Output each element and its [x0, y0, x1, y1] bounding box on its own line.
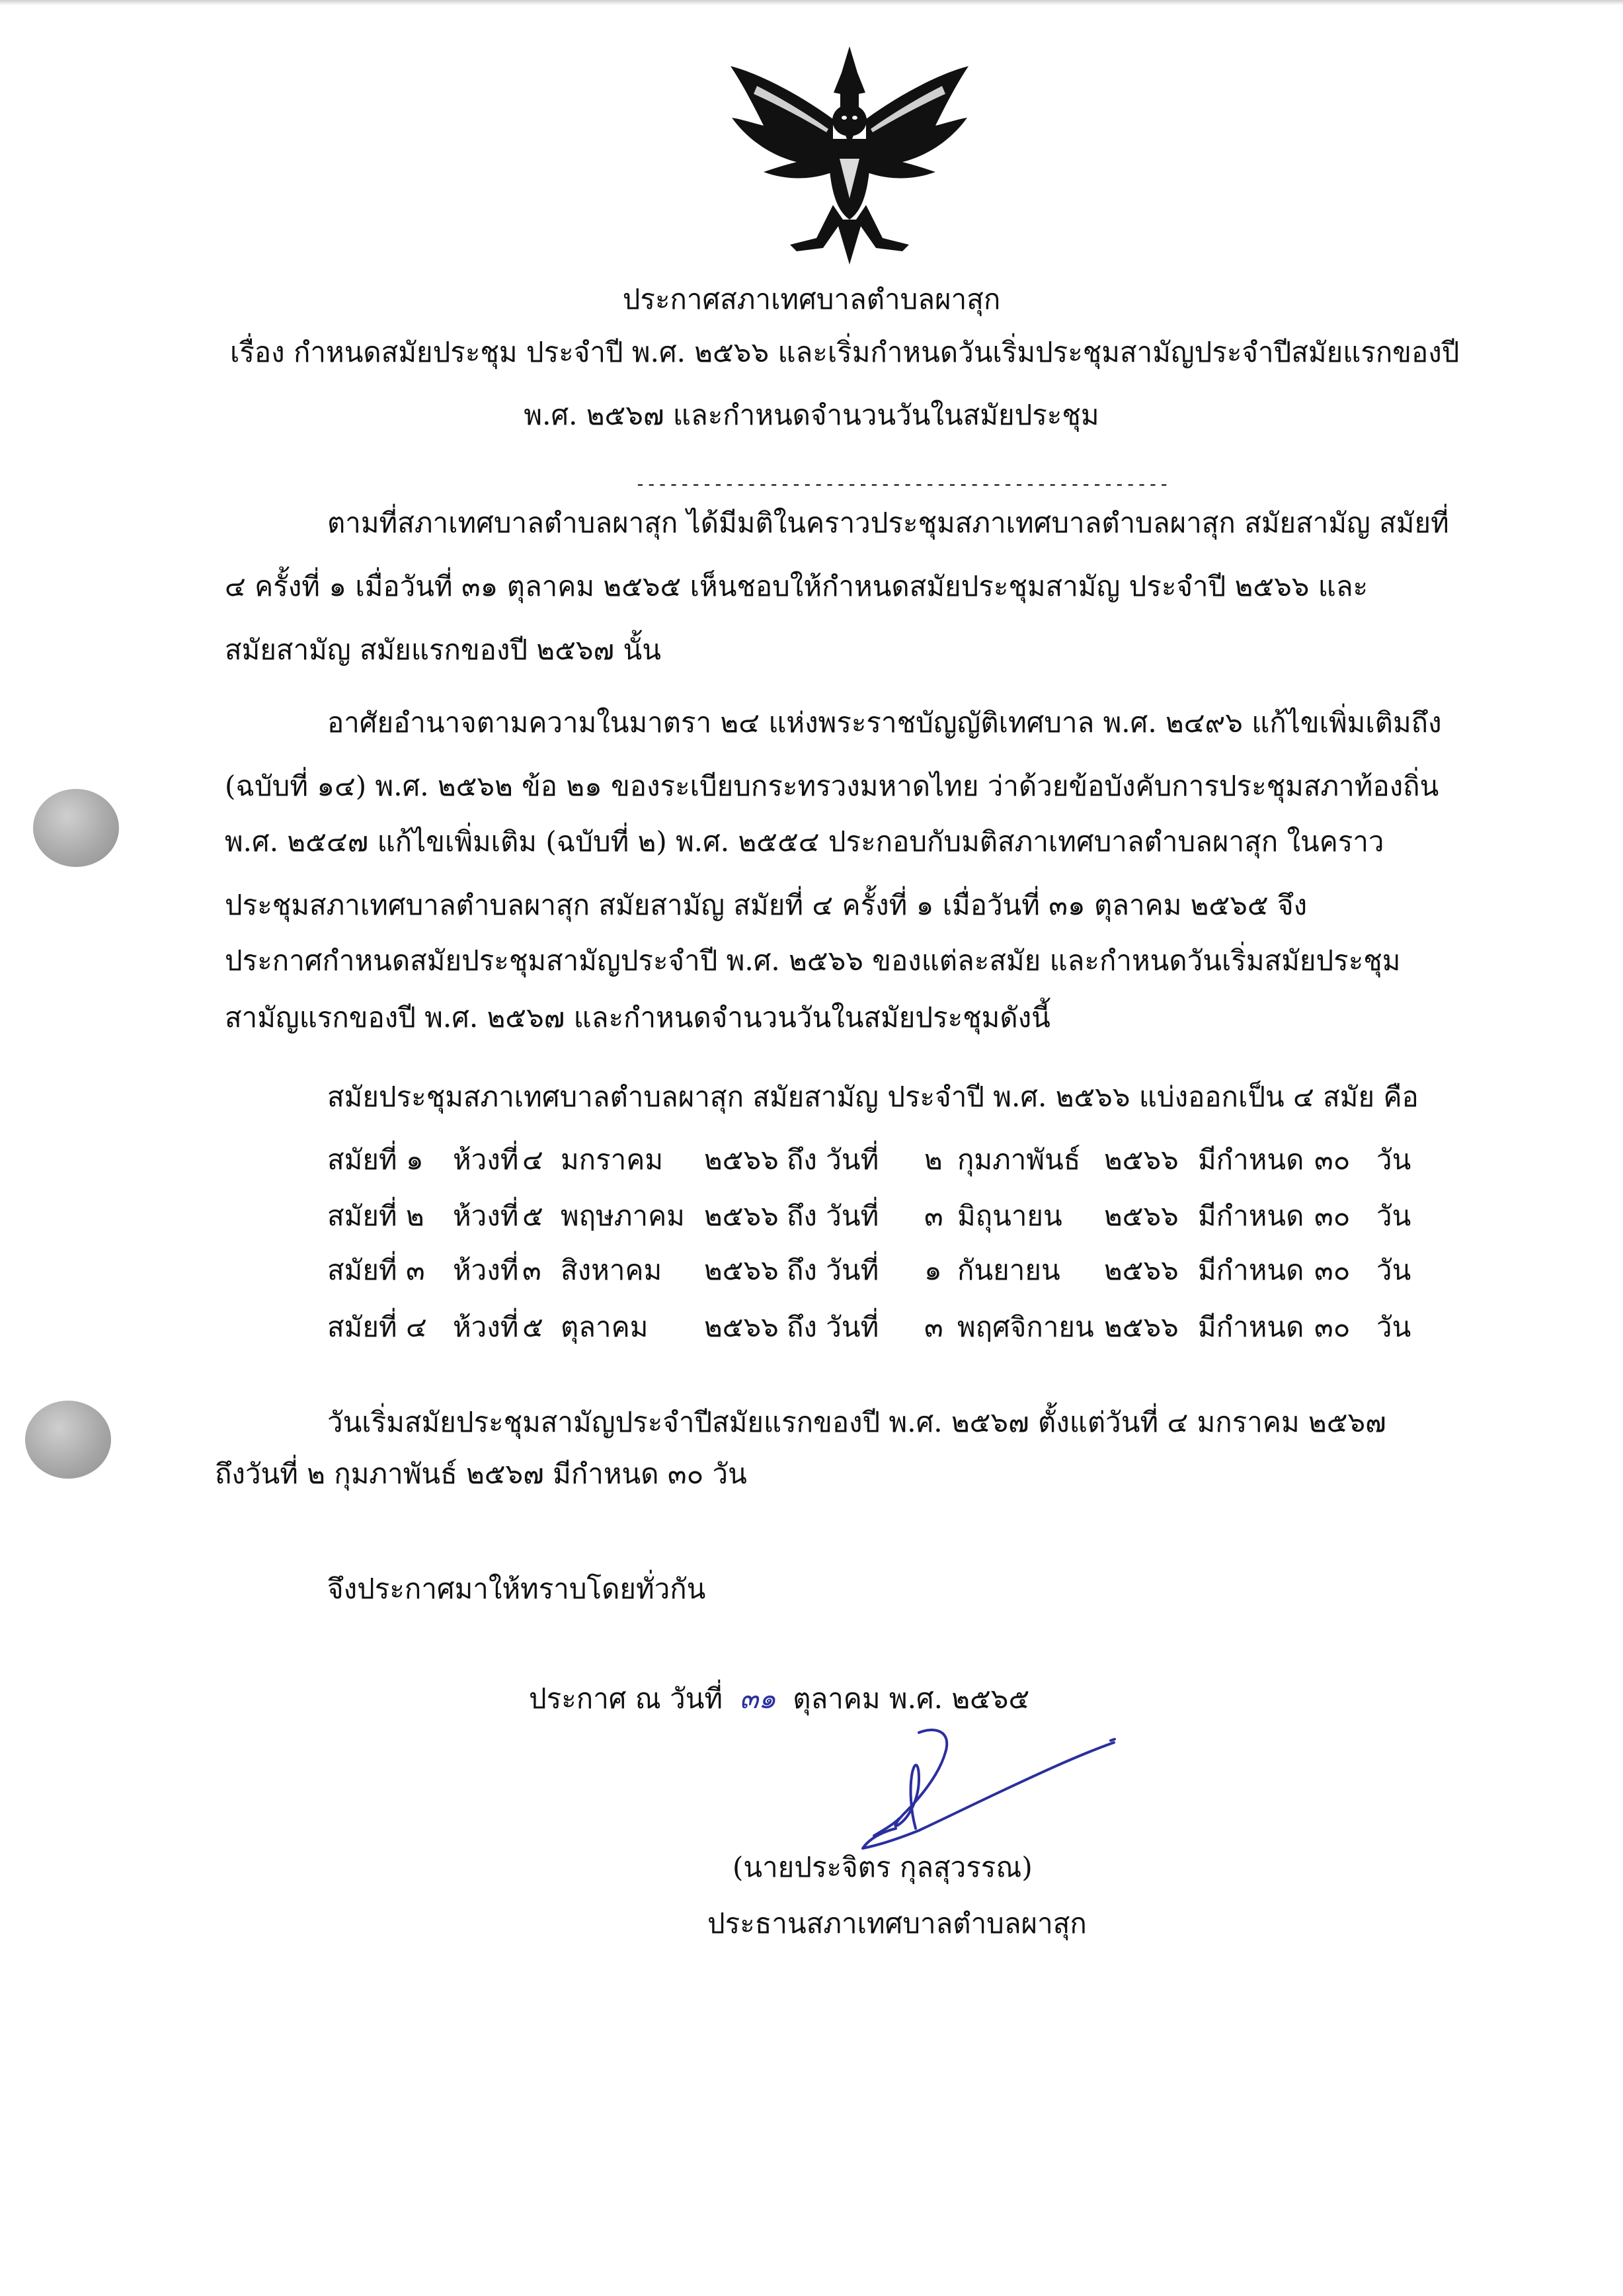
garuda-emblem-icon [717, 46, 982, 265]
from-day: ๓ [522, 1254, 541, 1286]
from-month: พฤษภาคม [561, 1200, 685, 1232]
to-label: ถึง วันที่ [787, 1143, 879, 1176]
from-year: ๒๕๖๖ [704, 1143, 779, 1176]
to-label: ถึง วันที่ [787, 1311, 879, 1343]
to-label: ถึง วันที่ [787, 1200, 879, 1232]
session-row [0, 1256, 1623, 1290]
from-label: ห้วงที่ [453, 1200, 519, 1232]
to-day: ๓ [924, 1200, 943, 1232]
from-day: ๕ [522, 1200, 543, 1232]
to-year: ๒๕๖๖ [1104, 1311, 1179, 1343]
paragraph-line: ประกาศกำหนดสมัยประชุมสามัญประจำปี พ.ศ. ๒๕๖๖ ของแต่ละสมัย และกำหนดวันเริ่มสมัยประชุม [225, 944, 1401, 977]
separator-line: ------------------------------------------------ [635, 473, 1170, 495]
punch-hole [33, 789, 119, 867]
dateline [529, 1682, 1030, 1715]
from-month: มกราคม [561, 1143, 664, 1176]
paragraph-line: สมัยสามัญ สมัยแรกของปี ๒๕๖๗ นั้น [225, 634, 661, 666]
days-count: ๓๐ [1314, 1200, 1351, 1232]
paragraph-line: สามัญแรกของปี พ.ศ. ๒๕๖๗ และกำหนดจำนวนวันในสมัยประชุมดังนี้ [225, 1001, 1050, 1034]
paragraph-line: ๔ ครั้งที่ ๑ เมื่อวันที่ ๓๑ ตุลาคม ๒๕๖๕ เห็นชอบให้กำหนดสมัยประชุมสามัญ ประจำปี ๒๕๖๖ และ [225, 570, 1368, 602]
announcer-title: ประกาศสภาเทศบาลตำบลผาสุก [622, 283, 1001, 315]
signer-name: (นายประจิตร กุลสุวรรณ) [732, 1851, 1033, 1883]
to-month: กุมภาพันธ์ [957, 1143, 1081, 1176]
dateline-suffix: ตุลาคม พ.ศ. ๒๕๖๕ [793, 1682, 1030, 1715]
days-unit: วัน [1376, 1200, 1411, 1232]
signature-icon [820, 1713, 1124, 1871]
paragraph-line: (ฉบับที่ ๑๔) พ.ศ. ๒๕๖๒ ข้อ ๒๑ ของระเบียบกระทรวงมหาดไทย ว่าด้วยข้อบังคับการประชุมสภาท้องถิ่น [225, 770, 1439, 802]
to-label: ถึง วันที่ [787, 1254, 879, 1286]
from-label: ห้วงที่ [453, 1254, 519, 1286]
days-unit: วัน [1376, 1254, 1411, 1286]
from-year: ๒๕๖๖ [704, 1200, 779, 1232]
from-year: ๒๕๖๖ [704, 1254, 779, 1286]
paragraph-line: ประชุมสภาเทศบาลตำบลผาสุก สมัยสามัญ สมัยที่ ๔ ครั้งที่ ๑ เมื่อวันที่ ๓๑ ตุลาคม ๒๕๖๕ จึง [225, 889, 1308, 921]
from-month: สิงหาคม [561, 1254, 662, 1286]
from-day: ๕ [522, 1311, 543, 1343]
punch-hole [25, 1401, 111, 1479]
to-day: ๓ [924, 1311, 943, 1343]
signer-position: ประธานสภาเทศบาลตำบลผาสุก [707, 1907, 1087, 1940]
to-day: ๑ [924, 1254, 942, 1286]
days-count: ๓๐ [1314, 1254, 1351, 1286]
days-unit: วัน [1376, 1143, 1411, 1176]
session-name: สมัยที่ ๓ [327, 1254, 425, 1286]
paragraph-line: วันเริ่มสมัยประชุมสามัญประจำปีสมัยแรกของปี พ.ศ. ๒๕๖๗ ตั้งแต่วันที่ ๔ มกราคม ๒๕๖๗ [327, 1406, 1386, 1438]
to-month: พฤศจิกายน [957, 1311, 1094, 1343]
to-month: กันยายน [957, 1254, 1060, 1286]
period-label: มีกำหนด [1198, 1254, 1304, 1286]
session-name: สมัยที่ ๑ [327, 1143, 424, 1176]
scan-top-edge [0, 0, 1623, 5]
paragraph-line: ถึงวันที่ ๒ กุมภาพันธ์ ๒๕๖๗ มีกำหนด ๓๐ วัน [215, 1457, 747, 1490]
to-day: ๒ [924, 1143, 943, 1176]
session-row [0, 1313, 1623, 1346]
sessions-intro: สมัยประชุมสภาเทศบาลตำบลผาสุก สมัยสามัญ ประจำปี พ.ศ. ๒๕๖๖ แบ่งออกเป็น ๔ สมัย คือ [327, 1081, 1419, 1113]
period-label: มีกำหนด [1198, 1311, 1304, 1343]
days-unit: วัน [1376, 1311, 1411, 1343]
session-name: สมัยที่ ๔ [327, 1311, 427, 1343]
dateline-prefix: ประกาศ ณ วันที่ [529, 1682, 723, 1715]
to-year: ๒๕๖๖ [1104, 1200, 1179, 1232]
period-label: มีกำหนด [1198, 1200, 1304, 1232]
to-month: มิถุนายน [957, 1200, 1062, 1232]
days-count: ๓๐ [1314, 1311, 1351, 1343]
from-label: ห้วงที่ [453, 1143, 519, 1176]
from-month: ตุลาคม [561, 1311, 649, 1343]
closing-line: จึงประกาศมาให้ทราบโดยทั่วกัน [327, 1573, 706, 1605]
paragraph-line: ตามที่สภาเทศบาลตำบลผาสุก ได้มีมติในคราวประชุมสภาเทศบาลตำบลผาสุก สมัยสามัญ สมัยที่ [327, 507, 1449, 539]
paragraph-line: พ.ศ. ๒๕๔๗ แก้ไขเพิ่มเติม (ฉบับที่ ๒) พ.ศ. ๒๕๕๔ ประกอบกับมติสภาเทศบาลตำบลผาสุก ในคราว [225, 825, 1384, 858]
subject-line: เรื่อง กำหนดสมัยประชุม ประจำปี พ.ศ. ๒๕๖๖ และเริ่มกำหนดวันเริ่มประชุมสามัญประจำปีสมัยแรกของปี [230, 336, 1460, 368]
paragraph-line: อาศัยอำนาจตามความในมาตรา ๒๔ แห่งพระราชบัญญัติเทศบาล พ.ศ. ๒๔๙๖ แก้ไขเพิ่มเติมถึง [327, 706, 1442, 739]
from-year: ๒๕๖๖ [704, 1311, 779, 1343]
session-row [0, 1202, 1623, 1235]
to-year: ๒๕๖๖ [1104, 1254, 1179, 1286]
from-label: ห้วงที่ [453, 1311, 519, 1343]
session-row [0, 1143, 1623, 1179]
dateline-day-handwritten: ๓๑ [739, 1682, 776, 1715]
subject-line: พ.ศ. ๒๕๖๗ และกำหนดจำนวนวันในสมัยประชุม [524, 399, 1099, 431]
period-label: มีกำหนด [1198, 1143, 1304, 1176]
from-day: ๔ [522, 1143, 543, 1176]
days-count: ๓๐ [1314, 1143, 1351, 1176]
session-name: สมัยที่ ๒ [327, 1200, 424, 1232]
to-year: ๒๕๖๖ [1104, 1143, 1179, 1176]
